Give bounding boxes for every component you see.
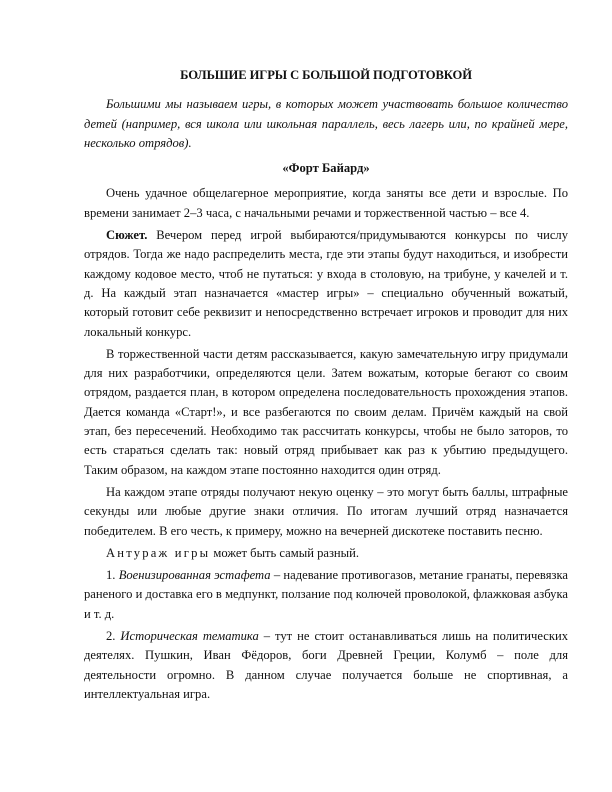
list-item-military-relay [84,566,568,624]
list-item-history-theme [84,627,568,704]
plot-label: Сюжет. [106,228,148,243]
list-item-text: – тут не стоит останавливаться лишь на политических деятелях. Пушкин, Иван Фёдоров, боги Древней Греции, Колумб – поле для деятельности огромно. В данном случае получается больше не спортивная, а интеллектуальная игра. [84,629,568,701]
document-body [84,66,568,704]
plot-text: Вечером перед игрой выбираются/придумываются конкурсы по числу отрядов. Тогда же надо распределить места, где эти этапы будут находиться, и изобрести каждому кодовое место, чтоб не путаться: у входа в столовую, на трибуне, у качелей и т. д. На каждый этап назначается «мастер игры» – специально обученный вожатый, который готовит себе реквизит и непосредственно встречает игроков и проводит для них локальный конкурс. [84,228,568,339]
list-item-label: Военизированная эстафета [118,568,271,583]
intro-paragraph: Большими мы называем игры, в которых может участвовать большое количество детей (например, вся школа или школьная параллель, весь лагерь или, по крайней мере, несколько отрядов). [84,97,568,150]
setting-text: может быть самый разный. [210,545,360,560]
paragraph-setting [84,544,568,563]
paragraph-ceremony: В торжественной части детям рассказывается, какую замечательную игру придумали для них разработчики, определяются цели. Затем вожатым, которые бегают со своим отрядом, раздается план, в котором определена последовательность прохождения этапов. Дается команда «Старт!», и все разбегаются по своим делам. Причём каждый на свой этап, без пересечений. Необходимо так рассчитать конкурсы, чтобы не было заторов, то есть стараться сделать так: новый отряд прибывает как раз к убытию предыдущего. Таким образом, на каждом этапе постоянно находится один отряд. [84,346,568,477]
paragraph-scoring: На каждом этапе отряды получают некую оценку – это могут быть баллы, штрафные секунды или любые другие знаки отличия. По итогам лучший отряд назначается победителем. В его честь, к примеру, можно на вечерней дискотеке поставить песню. [84,484,568,538]
list-item-label: Историческая тематика [120,629,259,644]
list-item-number: 1. [106,568,119,583]
setting-label: Антураж игры [106,545,211,560]
section-title: «Форт Байард» [282,161,370,176]
list-item-number: 2. [106,629,121,644]
page-title: БОЛЬШИЕ ИГРЫ С БОЛЬШОЙ ПОДГОТОВКОЙ [180,68,472,82]
list-item-text: – надевание противогазов, метание гранаты, перевязка раненого и доставка его в медпункт, ползание под колючей проволокой, флажковая азбука и т. д. [84,568,568,621]
paragraph-overview: Очень удачное общелагерное мероприятие, когда заняты все дети и взрослые. По времени занимает 2–3 часа, с начальными речами и торжественной частью – все 4. [84,186,568,220]
paragraph-plot [84,226,568,342]
